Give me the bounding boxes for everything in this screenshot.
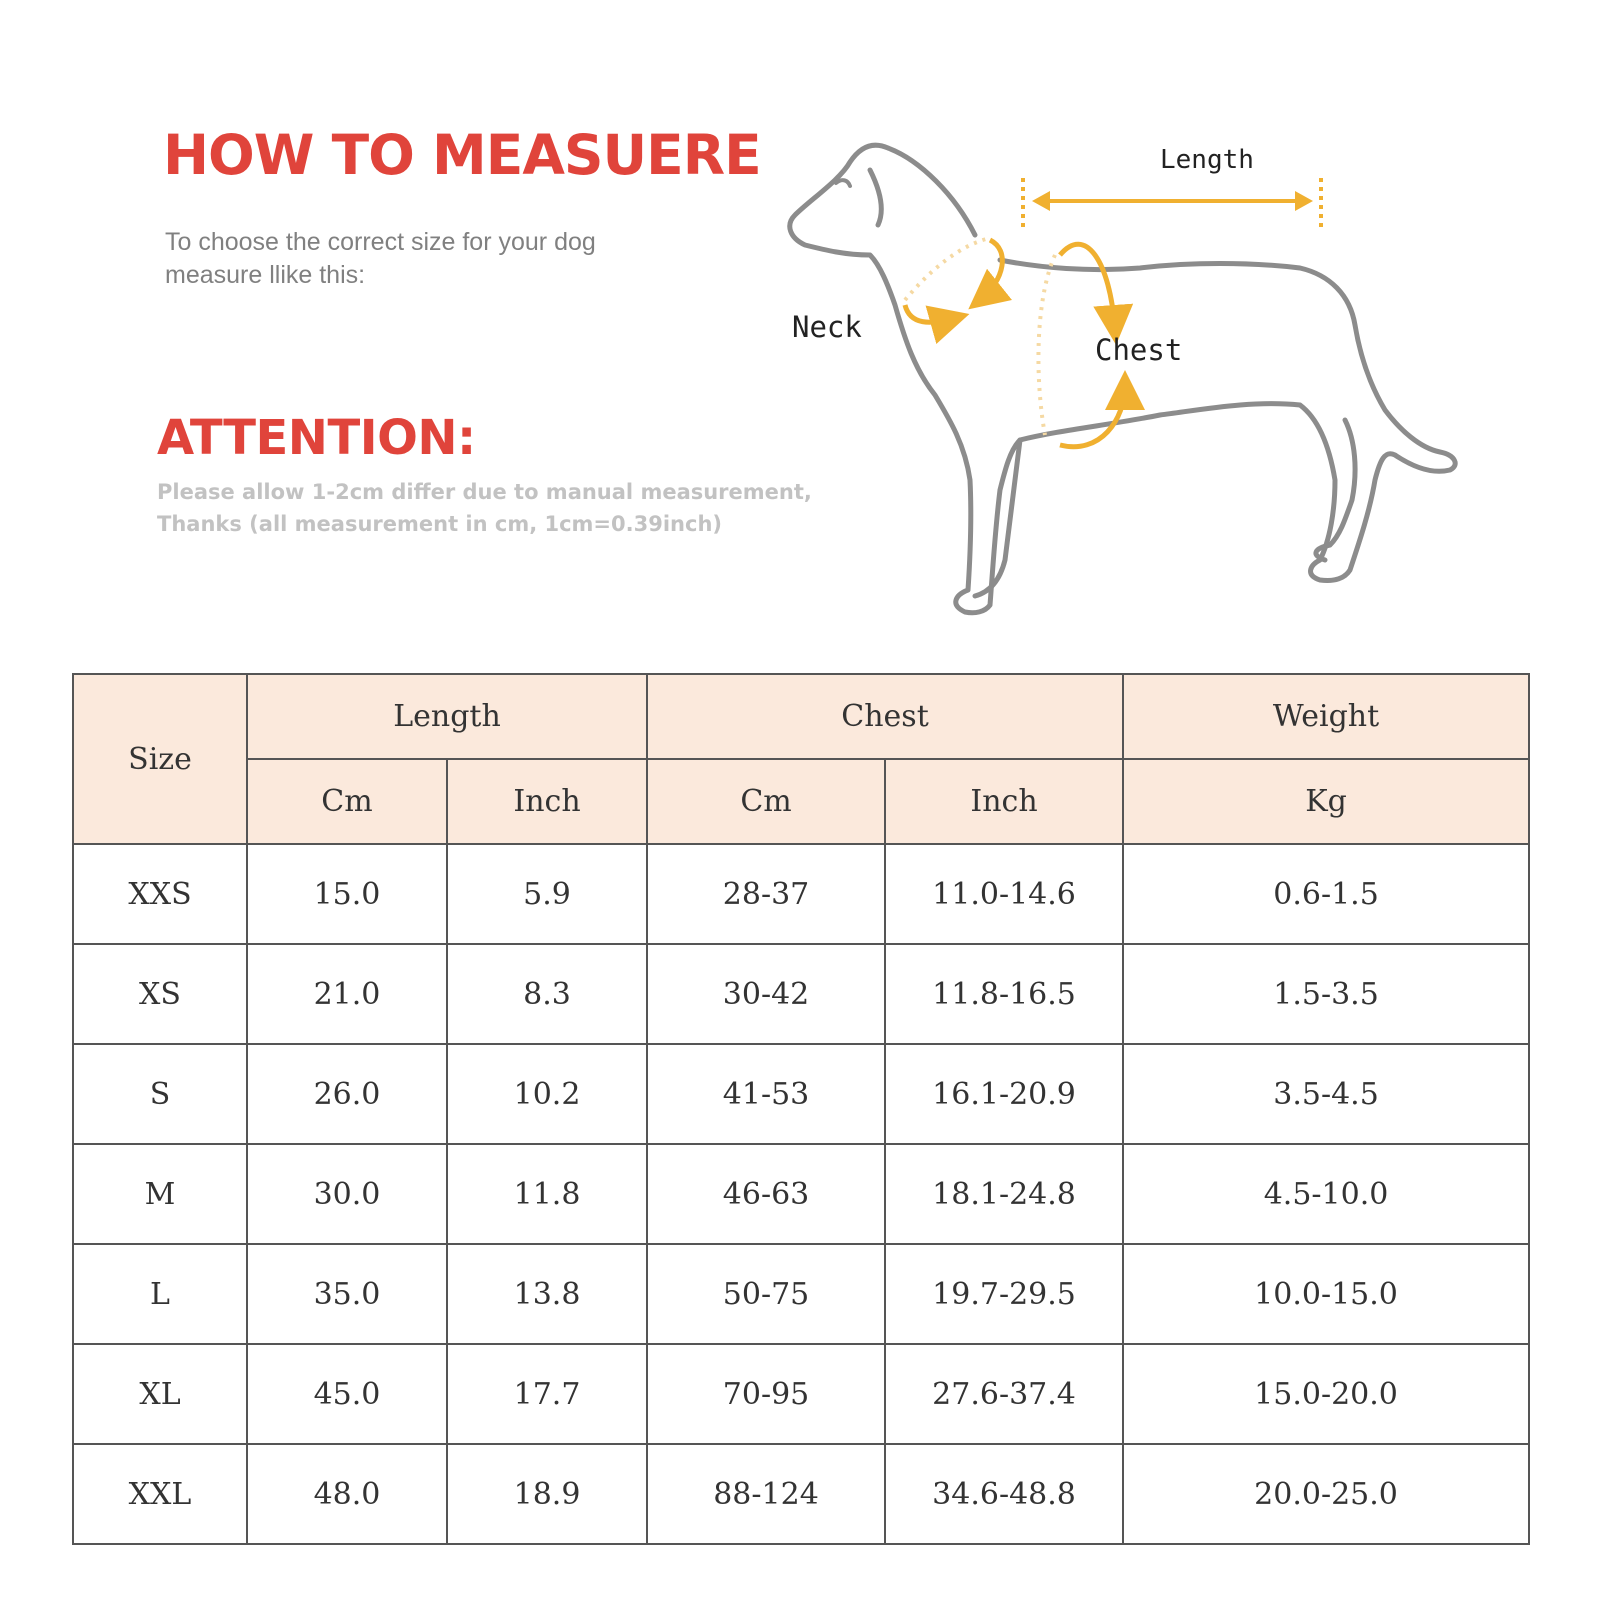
length-label: Length bbox=[1160, 145, 1254, 175]
cell-weight-kg: 4.5-10.0 bbox=[1123, 1144, 1529, 1244]
cell-length-inch: 11.8 bbox=[447, 1144, 647, 1244]
subheader-length-inch: Inch bbox=[447, 759, 647, 844]
table-row bbox=[73, 1144, 1529, 1244]
cell-length-cm: 26.0 bbox=[247, 1044, 447, 1144]
subheader-chest-cm: Cm bbox=[647, 759, 885, 844]
chest-label: Chest bbox=[1095, 333, 1183, 367]
table-row bbox=[73, 1244, 1529, 1344]
length-arrow-head-left bbox=[1032, 191, 1050, 211]
dog-ear bbox=[870, 170, 881, 225]
table-row bbox=[73, 1044, 1529, 1144]
dog-eye bbox=[836, 180, 850, 186]
intro-line-2: measure llike this: bbox=[165, 261, 366, 289]
intro-text bbox=[165, 226, 685, 292]
table-row bbox=[73, 1444, 1529, 1544]
neck-arrow bbox=[980, 240, 1002, 300]
length-arrow-head-right bbox=[1295, 191, 1313, 211]
attention-text bbox=[157, 476, 837, 540]
table-body bbox=[73, 844, 1529, 1544]
size-chart-table bbox=[72, 673, 1530, 1545]
cell-size: S bbox=[73, 1044, 247, 1144]
cell-size: XS bbox=[73, 944, 247, 1044]
header-weight: Weight bbox=[1123, 674, 1529, 759]
cell-chest-inch: 18.1-24.8 bbox=[885, 1144, 1123, 1244]
cell-length-inch: 5.9 bbox=[447, 844, 647, 944]
cell-size: M bbox=[73, 1144, 247, 1244]
cell-size: XL bbox=[73, 1344, 247, 1444]
cell-chest-inch: 34.6-48.8 bbox=[885, 1444, 1123, 1544]
cell-size: XXS bbox=[73, 844, 247, 944]
attention-line-1: Please allow 1-2cm differ due to manual measurement, bbox=[157, 480, 812, 504]
subheader-length-cm: Cm bbox=[247, 759, 447, 844]
subheader-chest-inch: Inch bbox=[885, 759, 1123, 844]
cell-weight-kg: 1.5-3.5 bbox=[1123, 944, 1529, 1044]
table-header bbox=[73, 674, 1529, 844]
neck-label: Neck bbox=[792, 310, 862, 344]
table-row bbox=[73, 1344, 1529, 1444]
subheader-weight-kg: Kg bbox=[1123, 759, 1529, 844]
cell-chest-cm: 41-53 bbox=[647, 1044, 885, 1144]
cell-length-cm: 45.0 bbox=[247, 1344, 447, 1444]
intro-line-1: To choose the correct size for your dog bbox=[165, 228, 596, 256]
header-chest: Chest bbox=[647, 674, 1123, 759]
cell-length-inch: 18.9 bbox=[447, 1444, 647, 1544]
cell-chest-cm: 46-63 bbox=[647, 1144, 885, 1244]
table-row bbox=[73, 944, 1529, 1044]
cell-length-inch: 17.7 bbox=[447, 1344, 647, 1444]
cell-size: L bbox=[73, 1244, 247, 1344]
chest-arrow-bottom bbox=[1060, 385, 1125, 447]
cell-weight-kg: 0.6-1.5 bbox=[1123, 844, 1529, 944]
cell-chest-inch: 11.8-16.5 bbox=[885, 944, 1123, 1044]
cell-weight-kg: 3.5-4.5 bbox=[1123, 1044, 1529, 1144]
chest-arrow-top bbox=[1060, 244, 1115, 330]
page-title: HOW TO MEASUERE bbox=[163, 123, 761, 187]
cell-length-inch: 10.2 bbox=[447, 1044, 647, 1144]
cell-length-inch: 13.8 bbox=[447, 1244, 647, 1344]
attention-title: ATTENTION: bbox=[157, 410, 476, 466]
table-row bbox=[73, 844, 1529, 944]
cell-chest-inch: 16.1-20.9 bbox=[885, 1044, 1123, 1144]
chest-guide-line bbox=[1038, 255, 1055, 435]
cell-length-cm: 15.0 bbox=[247, 844, 447, 944]
cell-length-cm: 30.0 bbox=[247, 1144, 447, 1244]
cell-chest-cm: 30-42 bbox=[647, 944, 885, 1044]
dog-measure-diagram bbox=[770, 130, 1480, 660]
cell-size: XXL bbox=[73, 1444, 247, 1544]
cell-weight-kg: 15.0-20.0 bbox=[1123, 1344, 1529, 1444]
cell-weight-kg: 20.0-25.0 bbox=[1123, 1444, 1529, 1544]
cell-chest-cm: 70-95 bbox=[647, 1344, 885, 1444]
cell-chest-inch: 11.0-14.6 bbox=[885, 844, 1123, 944]
header-length: Length bbox=[247, 674, 647, 759]
cell-length-inch: 8.3 bbox=[447, 944, 647, 1044]
cell-length-cm: 35.0 bbox=[247, 1244, 447, 1344]
cell-weight-kg: 10.0-15.0 bbox=[1123, 1244, 1529, 1344]
cell-chest-cm: 50-75 bbox=[647, 1244, 885, 1344]
cell-chest-inch: 27.6-37.4 bbox=[885, 1344, 1123, 1444]
header-size: Size bbox=[73, 674, 247, 844]
cell-length-cm: 48.0 bbox=[247, 1444, 447, 1544]
neck-guide-line bbox=[905, 238, 990, 300]
cell-chest-inch: 19.7-29.5 bbox=[885, 1244, 1123, 1344]
cell-chest-cm: 28-37 bbox=[647, 844, 885, 944]
cell-chest-cm: 88-124 bbox=[647, 1444, 885, 1544]
dog-outline bbox=[790, 145, 1455, 613]
neck-arrow-2 bbox=[905, 305, 955, 322]
attention-line-2: Thanks (all measurement in cm, 1cm=0.39inch) bbox=[157, 512, 722, 536]
cell-length-cm: 21.0 bbox=[247, 944, 447, 1044]
